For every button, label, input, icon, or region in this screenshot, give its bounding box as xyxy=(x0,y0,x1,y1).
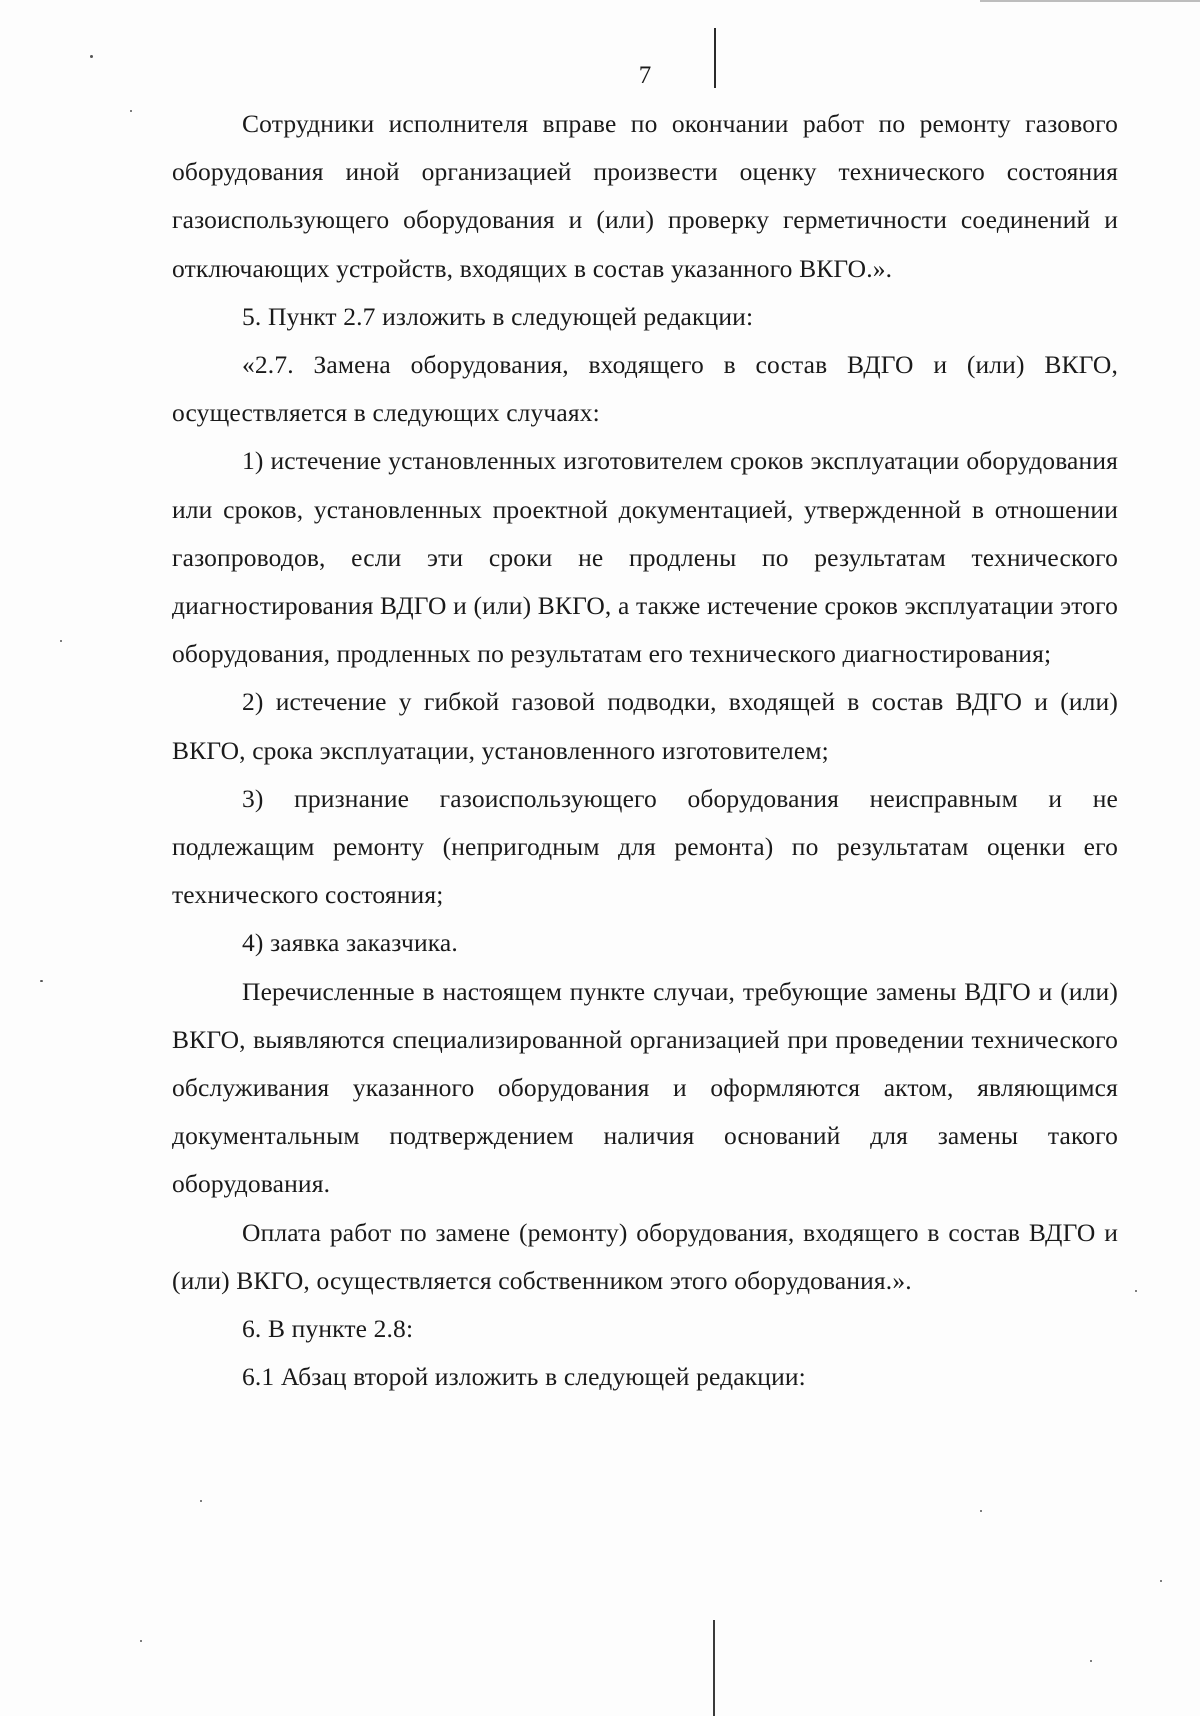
list-item-2: 2) истечение у гибкой газовой подводки, входящей в состав ВДГО и (или) ВКГО, срока эксплуатации, установленного изготовителем; xyxy=(172,687,1118,765)
scan-speck xyxy=(130,110,132,112)
list-item-3: 3) признание газоиспользующего оборудования неисправным и не подлежащим ремонту (непригодным для ремонта) по результатам оценки его технического состояния; xyxy=(172,783,1118,910)
list-item-1: 1) истечение установленных изготовителем сроков эксплуатации оборудования или сроков, установленных проектной документацией, утвержденной в отношении газопроводов, если эти сроки не продлены по результатам технического диагностирования ВДГО и (или) ВКГО, а также истечение сроков эксплуатации этого оборудования, продленных по результатам его технического диагностирования; xyxy=(172,446,1118,669)
paragraph-item-6-1: 6.1 Абзац второй изложить в следующей редакции: xyxy=(242,1362,806,1392)
scan-speck xyxy=(60,640,62,642)
scan-fold-mark-bottom xyxy=(713,1620,715,1716)
paragraph-item-5: 5. Пункт 2.7 изложить в следующей редакции: xyxy=(242,301,754,331)
scan-speck xyxy=(1090,1660,1092,1662)
document-body xyxy=(172,100,1118,1401)
scan-speck xyxy=(980,1510,982,1512)
paragraph-item-6: 6. В пункте 2.8: xyxy=(242,1314,414,1344)
paragraph-listed-cases: Перечисленные в настоящем пункте случаи, требующие замены ВДГО и (или) ВКГО, выявляются специализированной организацией при проведении технического обслуживания указанного оборудования и оформляются актом, являющимся документальным подтверждением наличия оснований для замены такого оборудования. xyxy=(172,976,1118,1199)
paragraph-payment: Оплата работ по замене (ремонту) оборудования, входящего в состав ВДГО и (или) ВКГО, осуществляется собственником этого оборудования.». xyxy=(172,1217,1118,1295)
scan-speck xyxy=(200,1500,202,1502)
list-item-4: 4) заявка заказчика. xyxy=(242,928,458,958)
scan-speck xyxy=(1160,1580,1162,1582)
scan-speck xyxy=(1135,1290,1137,1292)
page-number: 7 xyxy=(638,62,652,89)
scan-speck xyxy=(90,55,93,58)
scan-edge-line xyxy=(980,0,1200,2)
scan-speck xyxy=(40,980,43,982)
paragraph-employees-assessment: Сотрудники исполнителя вправе по окончании работ по ремонту газового оборудования иной организацией произвести оценку технического состояния газоиспользующего оборудования и (или) проверку герметичности соединений и отключающих устройств, входящих в состав указанного ВКГО.». xyxy=(172,109,1118,283)
paragraph-clause-2-7: «2.7. Замена оборудования, входящего в состав ВДГО и (или) ВКГО, осуществляется в следующих случаях: xyxy=(172,350,1118,428)
scan-speck xyxy=(140,1640,142,1642)
